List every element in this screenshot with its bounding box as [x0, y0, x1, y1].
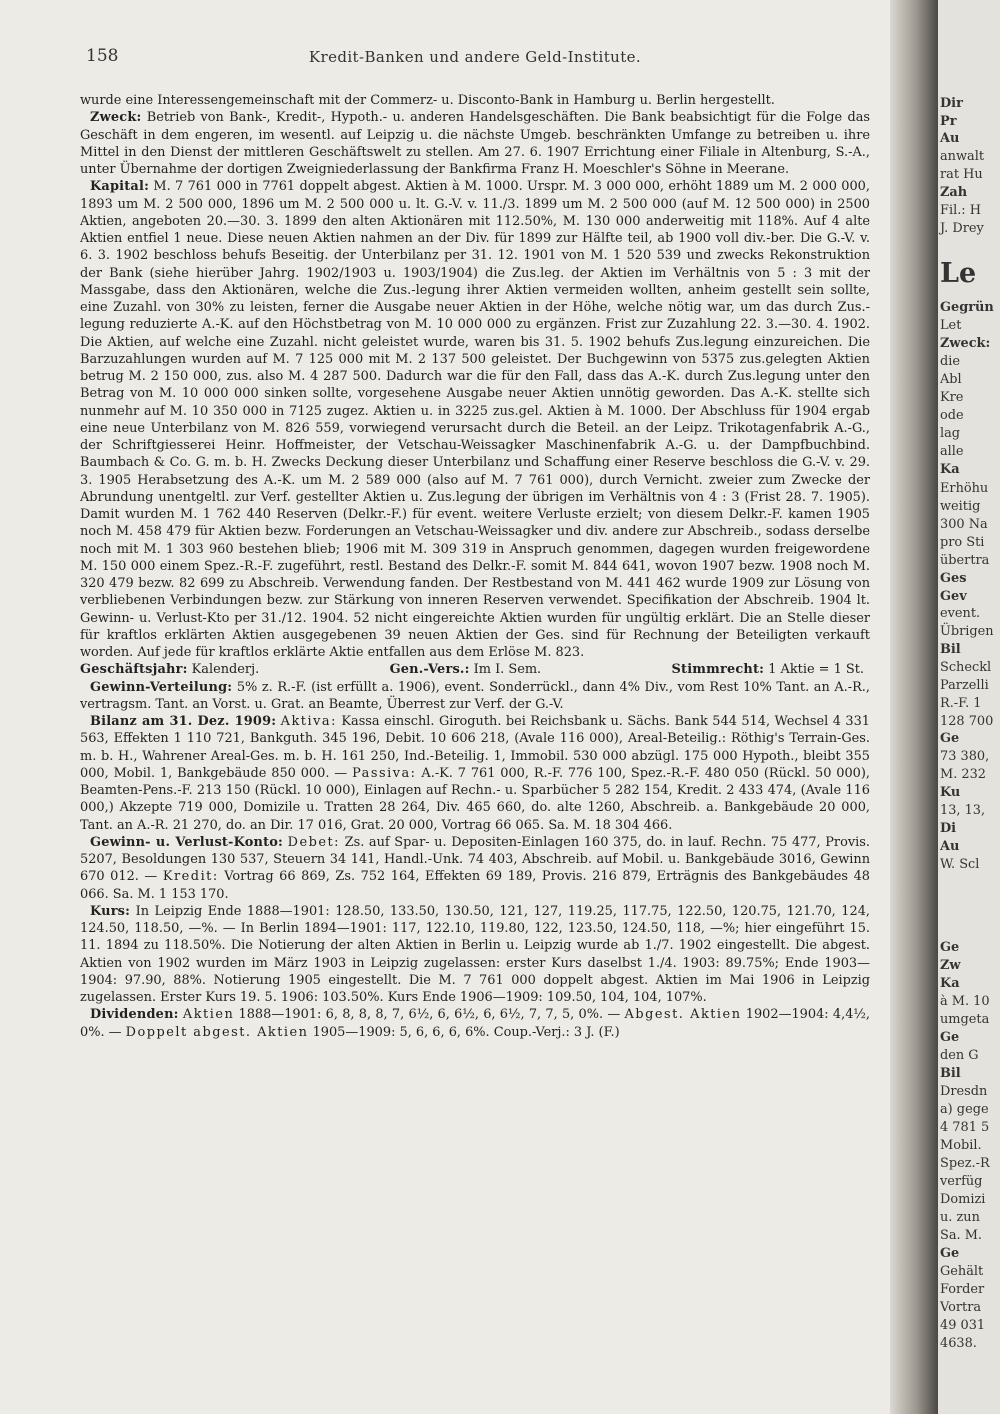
bilanz-passiva-label: Passiva:	[352, 765, 417, 781]
right-page-fragment: Bil	[940, 642, 961, 657]
right-page-fragment: 49 031	[940, 1318, 986, 1333]
debet-label: Debet:	[287, 834, 341, 850]
right-page-fragment: Le	[940, 258, 977, 289]
right-page-fragment: lag	[940, 426, 961, 441]
gen-vers-text: Im I. Sem.	[473, 662, 542, 678]
right-page-fragment: Domizi	[940, 1192, 986, 1207]
right-page-fragment: Vortra	[940, 1300, 982, 1315]
right-page-fragment: Di	[940, 821, 957, 836]
right-page-fragment: J. Drey	[940, 221, 984, 236]
right-page-fragment: Scheckl	[940, 660, 992, 675]
dividenden-aktien-label: Aktien	[182, 1007, 235, 1023]
running-head: Kredit-Banken und andere Geld-Institute.	[308, 48, 642, 66]
right-page-fragment: Sa. M.	[940, 1228, 983, 1243]
right-page-fragment: Ge	[940, 940, 960, 955]
right-page-fragment: Bil	[940, 1066, 961, 1081]
geschaeftsjahr-label: Geschäftsjahr:	[80, 662, 188, 678]
coup-verj-text: Coup.-Verj.: 3 J. (F.)	[493, 1024, 620, 1040]
bilanz-aktiva-label: Aktiva:	[280, 714, 337, 729]
kredit-label: Kredit:	[162, 869, 219, 885]
kurs-label: Kurs:	[90, 903, 131, 919]
right-page-fragment: Forder	[940, 1282, 985, 1297]
bilanz-passiva-text: A.-K. 7 761 000, R.-F. 776 100, Spez.-R.-F. 480 050 (Rückl. 50 000), Beamten-Pens.-F. 213 150 (Rückl. 10 000), Einlagen auf Rechn.- u. Sparbücher 5 282 154, Kredit. 2 433 474, (Avale 116 000,) Akzepte 719 000, Domizile u. Tratten 28 264, Div. 465 660, do. alte 1260, Abschreib. a. Bankgebäude 20 000, Tant. an A.-R. 21 270, do. an Dir. 17 016, Grat. 20 000, Vortrag 66 065. Sa. M. 18 304 466.	[80, 765, 871, 833]
kapital-text: M. 7 761 000 in 7761 doppelt abgest. Aktien à M. 1000. Urspr. M. 3 000 000, erhöht 1889 um M. 2 000 000, 1893 um M. 2 500 000, 1896 um M. 2 500 000 u. lt. G.-V. v. 11./3. 1899 um M. 2 500 000 (auf M. 12 500 000) in 2500 Aktien, angeboten 20.—30. 3. 1899 den alten Aktionären mit 112.50%, M. 130 000 anderweitig mit 118%. Auf 4 alte Aktien entfiel 1 neue. Diese neuen Aktien nahmen an der Div. für 1899 zur Hälfte teil, ab 1900 voll div.-ber. Die G.-V. v. 6. 3. 1902 beschloss behufs Beseitig. der Unterbilanz per 31. 12. 1901 von M. 1 520 539 und zwecks Rekonstruktion der Bank (siehe hierüber Jahrg. 1902/1903 u. 1903/1904) die Zus.leg. der Aktien im Verhältnis von 5 : 3 mit der Massgabe, dass den Aktionären, welche die Zus.-legung ihrer Aktien vermeiden wollten, anheim gestellt sein sollte, eine Zuzahl. von 30% zu leisten, ferner die Ausgabe neuer Aktien in der Höhe, welche nötig war, um das durch Zus.-legung reduzierte A.-K. auf den Höchstbetrag von M. 10 000 000 zu ergänzen. Frist zur Zuzahlung 22. 3.—30. 4. 1902. Die Aktien, auf welche eine Zuzahl. nicht geleistet wurde, waren bis 31. 5. 1902 behufs Zus.legung einzureichen. Die Barzuzahlungen wurden auf M. 7 125 000 mit M. 2 137 500 geleistet. Der Buchgewinn von 5375 zus.gelegten Aktien betrug M. 2 150 000, zus. also M. 4 287 500. Dadurch war die für den Fall, dass das A.-K. durch Zus.legung unter den Betrag von M. 10 000 000 sinken sollte, vorgesehene Ausgabe neuer Aktien unnötig geworden. Das A.-K. stellte sich nunmehr auf M. 10 350 000 in 7125 zugez. Aktien u. in 3225 zus.gel. Aktien à M. 1000. Der Abschluss für 1904 ergab eine neue Unterbilanz von M. 826 559, vorwiegend verursacht durch die Beteil. an der Leipz. Trikotagenfabrik A.-G., der Schriftgiesserei Heinr. Hoffmeister, der Vetschau-Weissagker Maschinenfabrik A.-G. u. der Dampfbuchbind. Baumbach & Co. G. m. b. H. Zwecks Deckung dieser Unterbilanz und Schaffung einer Reserve beschloss die G.-V. v. 29. 3. 1905 Herabsetzung des A.-K. um M. 2 589 000 (also auf M. 7 761 000), durch Vernicht. zweier zum Zwecke der Abrundung unentgeltl. zur Verf. gestellter Aktien u. Zus.legung der übrigen im Verhältnis von 4 : 3 (Frist 28. 7. 1905). Damit wurden M. 1 762 440 Reserven (Delkr.-F.) für event. weitere Verluste erzielt; von diesem Delkr.-F. kamen 1905 noch M. 458 479 für Aktien bezw. Forderungen an Vetschau-Weissagker und div. andere zur Abschreib., sodass derselbe noch mit M. 1 303 960 bestehen blieb; 1906 mit M. 309 319 in Anspruch genommen, dagegen wurden freigewordene M. 150 000 einem Spez.-R.-F. zugeführt, restl. Bestand des Delkr.-F. somit M. 844 641, wovon 1907 bezw. 1908 noch M. 320 479 bezw. 82 699 zu Abschreib. Verwendung fanden. Der Restbestand von M. 441 462 wurde 1909 zur Lösung von verbliebenen Verbindungen bezw. zur Stärkung von inneren Reserven verwendet. Specifikation der Abschreib. 1904 lt. Gewinn- u. Verlust-Kto per 31./12. 1904. 52 nicht eingereichte Aktien wurden für ungültig erklärt. Die an Stelle dieser für kraftlos erklärten Aktien ausgegebenen 39 neuen Aktien der Ges. sind für Rechnung der Beteiligten verkauft worden. Auf jede für kraftlos erklärte Aktie entfallen aus dem Erlöse M. 823.	[80, 179, 870, 660]
gen-vers	[390, 661, 542, 678]
right-page-fragment: Gev	[940, 589, 967, 604]
right-page-fragment: Kre	[940, 390, 964, 405]
right-page-fragment: 4 781 5	[940, 1120, 990, 1135]
dividenden-section	[80, 1006, 870, 1041]
gewinn-verteilung-section	[80, 679, 870, 714]
right-page-fragment: Fil.: H	[940, 203, 981, 218]
right-page-fragment: Ka	[940, 976, 960, 991]
right-page-fragment: 73 380,	[940, 749, 990, 764]
right-page-fragment: Gehält	[940, 1264, 984, 1279]
right-page-fragment: Erhöhu	[940, 481, 989, 496]
right-page-fragment: alle	[940, 444, 964, 459]
right-page-fragment: rat Hu	[940, 167, 983, 182]
right-page-fragment: Ges	[940, 571, 967, 586]
gewinn-verlust-section	[80, 834, 870, 903]
bilanz-label: Bilanz am 31. Dez. 1909:	[90, 714, 277, 729]
right-page-fragment: Pr	[940, 114, 957, 129]
gen-vers-label: Gen.-Vers.:	[389, 662, 470, 678]
zweck-text: Betrieb von Bank-, Kredit-, Hypoth.- u. anderen Handelsgeschäften. Die Bank beabsichtigt für die Folge das Geschäft in dem engeren, im wesentl. auf Leipzig u. die nächste Umgeb. beschränkten Umfange zu betreiben u. ihre Mittel in den Dienst der mittleren Geschäftswelt zu stellen. Am 27. 6. 1907 Errichtung einer Filiale in Altenburg, S.-A., unter Übernahme der dortigen Zweigniederlassung der Bankfirma Franz H. Moeschler's Söhne in Meerane.	[80, 110, 870, 177]
right-page-fragment: die	[940, 354, 961, 369]
right-page-fragment: Ku	[940, 785, 961, 800]
dividenden-abgest-text: 1902—1904: 4,4½, 0%. —	[80, 1007, 870, 1040]
right-page-fragment: Au	[940, 839, 960, 854]
right-page-fragment: Gegrün	[940, 300, 994, 315]
right-page-fragment: Ka	[940, 462, 960, 477]
right-page-fragment: à M. 10	[940, 994, 990, 1009]
geschaeftsjahr	[80, 661, 259, 678]
gewinn-verteilung-text: 5% z. R.-F. (ist erfüllt a. 1906), event. Sonderrückl., dann 4% Div., vom Rest 10% Tant. an A.-R., vertragsm. Tant. an Vorst. u. Grat. an Beamte, Überrest zur Verf. der G.-V.	[80, 679, 870, 712]
right-page-fragment: Parzelli	[940, 678, 989, 693]
zweck-label: Zweck:	[90, 110, 142, 126]
right-page-fragment: 300 Na	[940, 517, 988, 532]
kurs-text: In Leipzig Ende 1888—1901: 128.50, 133.50, 130.50, 121, 127, 119.25, 117.75, 122.50, 120.75, 121.70, 124, 124.50, 118.50, —%. — In Berlin 1894—1901: 117, 122.10, 119.80, 122, 123.50, 124.50, 118, —%; hier eingeführt 15. 11. 1894 zu 118.50%. Die Notierung der alten Aktien in Berlin u. Leipzig wurde ab 1./7. 1902 eingestellt. Die abgest. Aktien von 1902 wurden im März 1903 in Leipzig zugelassen: erster Kurs daselbst 1./4. 1903: 89.75%; Ende 1903—1904: 97.90, 88%. Notierung 1905 eingestellt. Die M. 7 761 000 doppelt abgest. Aktien im Mai 1906 in Leipzig zugelassen. Erster Kurs 19. 5. 1906: 103.50%. Kurs Ende 1906—1909: 109.50, 104, 104, 107%.	[80, 903, 870, 1005]
right-page-fragment: event.	[940, 606, 981, 621]
gewinn-verlust-label: Gewinn- u. Verlust-Konto:	[90, 834, 284, 850]
right-page-edge	[938, 0, 1000, 1414]
right-page-fragment: Zw	[940, 958, 961, 973]
bilanz-section	[80, 713, 870, 834]
right-page-fragment: verfüg	[940, 1174, 983, 1189]
intro-paragraph: wurde eine Interessengemeinschaft mit der Commerz- u. Disconto-Bank in Hamburg u. Berlin hergestellt.	[80, 93, 775, 108]
right-page-fragment: Zah	[940, 185, 968, 200]
right-page-fragment: u. zun	[940, 1210, 980, 1225]
right-page-fragment: weitig	[940, 499, 981, 514]
right-page-fragment: M. 232	[940, 767, 986, 782]
stimmrecht-label: Stimmrecht:	[671, 662, 765, 678]
right-page-fragment: Abl	[940, 372, 962, 387]
right-page-fragment: 4638.	[940, 1336, 977, 1351]
right-page-fragment: Übrigen	[940, 624, 994, 639]
stimmrecht	[672, 661, 864, 678]
debet-text: Zs. auf Spar- u. Depositen-Einlagen 160 375, do. in lauf. Rechn. 75 477, Provis. 5207, Besoldungen 130 537, Steuern 34 141, Handl.-Unk. 74 403, Abschreib. auf Mobil. u. Bankgebäude 3016, Gewinn 670 012. —	[80, 834, 870, 885]
right-page-fragment: Mobil.	[940, 1138, 982, 1153]
right-page-fragment: anwalt	[940, 149, 985, 164]
stimmrecht-text: 1 Aktie = 1 St.	[768, 662, 864, 678]
dividenden-aktien-text: 1888—1901: 6, 8, 8, 8, 7, 6½, 6, 6½, 6, 6½, 7, 7, 5, 0%. —	[238, 1007, 621, 1023]
right-page-fragment: pro Sti	[940, 535, 985, 550]
page-number: 158	[86, 46, 119, 66]
right-page-fragment: ode	[940, 408, 964, 423]
book-gutter	[890, 0, 938, 1414]
bilanz-aktiva-text: Kassa einschl. Giroguth. bei Reichsbank u. Sächs. Bank 544 514, Wechsel 4 331 563, Effekten 1 110 721, Bankguth. 345 196, Debit. 10 606 218, (Avale 116 000), Areal-Beteilig.: Röthig's Terrain-Ges. m. b. H., Wahrener Areal-Ges. m. b. H. 161 250, Ind.-Beteilig. 1, Immobil. 530 000 abzügl. 175 000 Hypoth., bleibt 355 000, Mobil. 1, Bankgebäude 850 000. —	[80, 714, 870, 781]
right-page-fragment: Let	[940, 318, 962, 333]
right-page-fragment: übertra	[940, 553, 990, 568]
meta-row	[80, 661, 870, 678]
kapital-section	[80, 178, 870, 661]
right-page-fragment: 128 700	[940, 714, 994, 729]
kurs-section	[80, 903, 870, 1007]
kredit-text: Vortrag 66 869, Zs. 752 164, Effekten 69 189, Provis. 216 879, Erträgnis des Bankgebäudes 48 066. Sa. M. 1 153 170.	[80, 869, 870, 902]
right-page-fragment: Ge	[940, 1246, 960, 1261]
right-page-fragment: Dresdn	[940, 1084, 988, 1099]
dividenden-doppelt-text: 1905—1909: 5, 6, 6, 6, 6%.	[312, 1024, 490, 1040]
right-page-fragment: Spez.-R	[940, 1156, 990, 1171]
right-page-fragment: Zweck:	[940, 336, 991, 351]
page-header	[80, 46, 870, 70]
right-page-fragment: den G	[940, 1048, 979, 1063]
right-page-fragment: R.-F. 1	[940, 696, 982, 711]
right-page-fragment: W. Scl	[940, 857, 980, 872]
right-page-fragment: Dir	[940, 96, 963, 111]
right-page-fragment: umgeta	[940, 1012, 990, 1027]
gewinn-verteilung-label: Gewinn-Verteilung:	[90, 679, 233, 695]
right-page-fragment: Ge	[940, 731, 960, 746]
zweck-section	[80, 109, 870, 178]
right-page-fragment: Ge	[940, 1030, 960, 1045]
right-page-fragment: Au	[940, 131, 960, 146]
text-column	[80, 92, 870, 1041]
right-page-fragment: a) gege	[940, 1102, 989, 1117]
right-page-fragment: 13, 13,	[940, 803, 986, 818]
kapital-label: Kapital:	[90, 179, 150, 195]
geschaeftsjahr-text: Kalenderj.	[191, 662, 260, 678]
dividenden-label: Dividenden:	[90, 1007, 179, 1023]
dividenden-abgest-label: Abgest. Aktien	[624, 1007, 742, 1023]
dividenden-doppelt-label: Doppelt abgest. Aktien	[125, 1024, 309, 1040]
